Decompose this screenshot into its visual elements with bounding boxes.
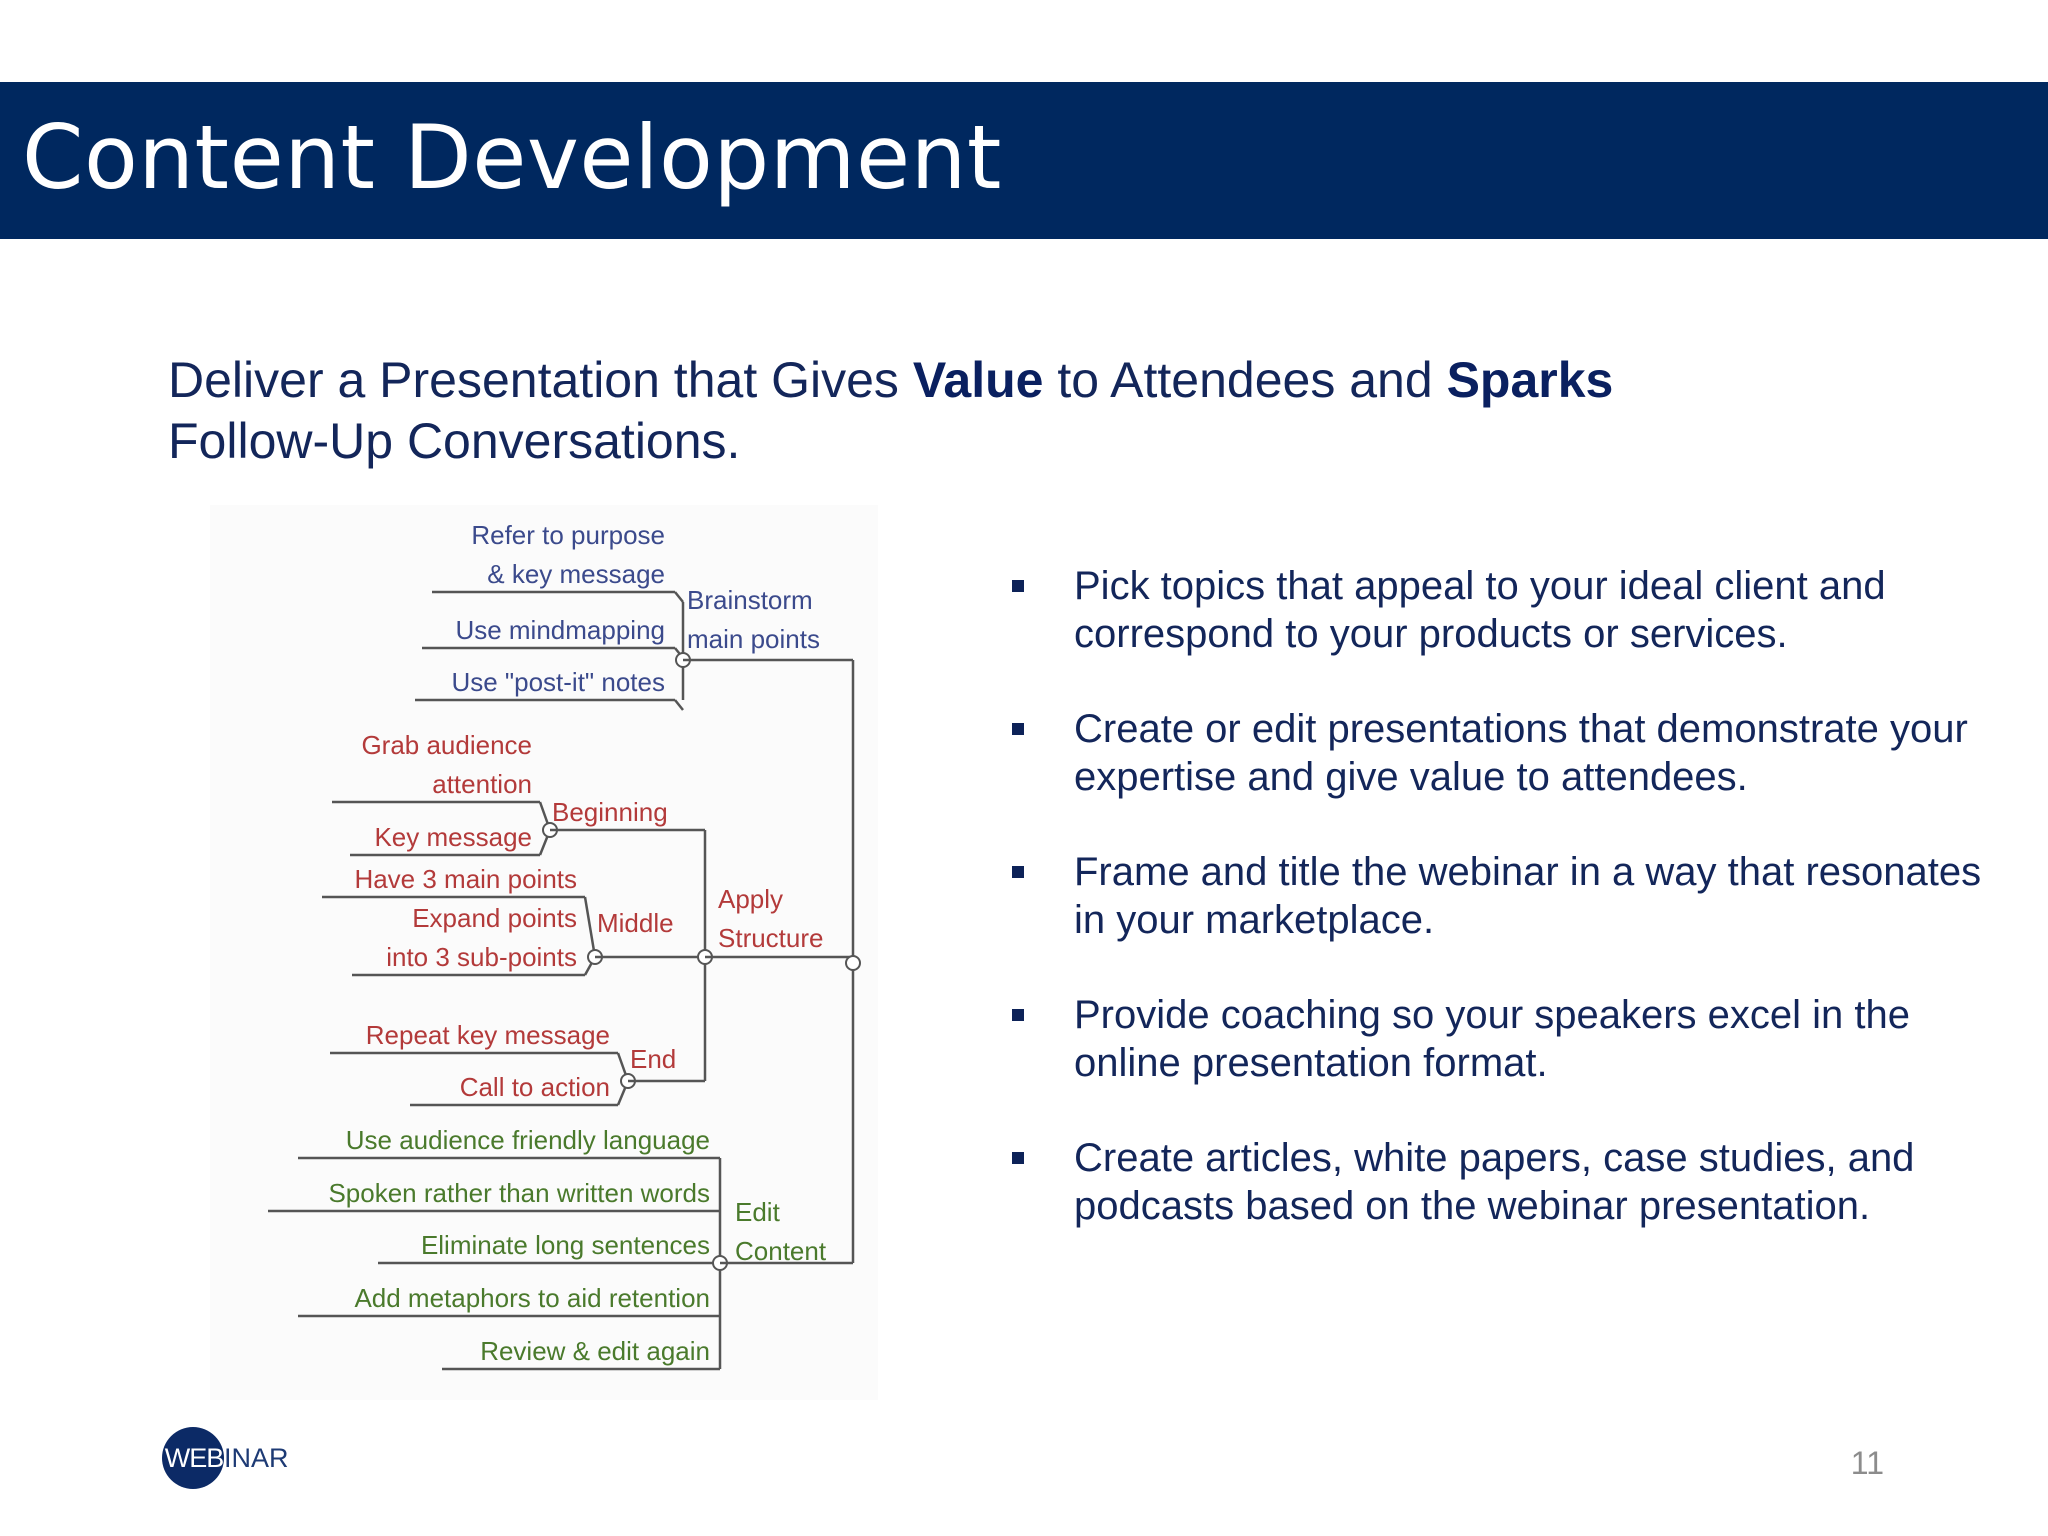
structure-item-label: Have 3 main points xyxy=(354,864,577,894)
edit-group-label: Edit xyxy=(735,1197,780,1227)
structure-item-label: Repeat key message xyxy=(365,1020,610,1050)
logo-text-web: WEB xyxy=(164,1443,224,1473)
bullet-square-icon xyxy=(1012,723,1024,735)
structure-item-label: Expand points xyxy=(412,903,577,933)
bullet-text: Pick topics that appeal to your ideal client and correspond to your products or services. xyxy=(1074,564,1886,656)
edit-item-label: Add metaphors to aid retention xyxy=(354,1283,710,1313)
edit-item-label: Eliminate long sentences xyxy=(420,1230,710,1260)
structure-item-label: attention xyxy=(432,769,532,799)
bullet-square-icon xyxy=(1012,866,1024,878)
subtitle-text: to Attendees and xyxy=(1043,352,1447,408)
brainstorm-item-label: Use "post-it" notes xyxy=(451,667,665,697)
subtitle-text: Follow-Up Conversations. xyxy=(168,413,741,469)
subtitle-emphasis: Value xyxy=(912,352,1044,408)
slide-subtitle xyxy=(168,350,1788,472)
brainstorm-item-connector xyxy=(675,700,683,710)
structure-item-label: Key message xyxy=(374,822,532,852)
bullet-item xyxy=(1012,562,2012,658)
bullet-text: Provide coaching so your speakers excel in the online presentation format. xyxy=(1074,993,1911,1085)
brainstorm-item-label: Refer to purpose xyxy=(471,520,665,550)
title-banner xyxy=(0,82,2048,239)
logo-text-inar: INAR xyxy=(224,1443,289,1473)
slide-title: Content Development xyxy=(22,106,1002,209)
bullet-square-icon xyxy=(1012,1009,1024,1021)
edit-item-label: Review & edit again xyxy=(480,1336,710,1366)
structure-subgroup-label: Beginning xyxy=(552,797,668,827)
bullet-item xyxy=(1012,1134,2012,1230)
bullet-square-icon xyxy=(1012,580,1024,592)
subtitle-text: Deliver a Presentation that Gives xyxy=(168,352,913,408)
edit-item-label: Spoken rather than written words xyxy=(328,1178,710,1208)
brainstorm-item-connector xyxy=(675,592,683,602)
bullet-list xyxy=(1012,562,2012,1277)
bullet-item xyxy=(1012,705,2012,801)
bullet-text: Create or edit presentations that demonstrate your expertise and give value to attendees. xyxy=(1074,707,1968,799)
structure-item-label: Grab audience xyxy=(361,730,532,760)
edit-group-label: Content xyxy=(735,1236,827,1266)
mindmap-root-node-icon xyxy=(846,956,860,970)
page-number: 11 xyxy=(1850,1445,1884,1481)
brainstorm-item-label: & key message xyxy=(487,559,665,589)
structure-item-label: Call to action xyxy=(459,1072,610,1102)
structure-group-label: Structure xyxy=(718,923,824,953)
mindmap-svg xyxy=(210,505,878,1400)
brainstorm-item-label: Use mindmapping xyxy=(455,615,665,645)
webinar-logo xyxy=(162,1427,322,1489)
structure-item-label: into 3 sub-points xyxy=(386,942,577,972)
brainstorm-group-label: main points xyxy=(687,624,820,654)
bullet-square-icon xyxy=(1012,1152,1024,1164)
edit-item-label: Use audience friendly language xyxy=(345,1125,710,1155)
brainstorm-group-label: Brainstorm xyxy=(687,585,813,615)
bullet-text: Create articles, white papers, case studies, and podcasts based on the webinar presentation. xyxy=(1074,1136,1915,1228)
bullet-item xyxy=(1012,991,2012,1087)
bullet-item xyxy=(1012,848,2012,944)
bullet-text: Frame and title the webinar in a way that resonates in your marketplace. xyxy=(1074,850,1982,942)
structure-group-label: Apply xyxy=(718,884,784,914)
structure-subgroup-label: Middle xyxy=(597,908,674,938)
structure-item-connector xyxy=(585,897,595,957)
subtitle-emphasis: Sparks xyxy=(1446,352,1614,408)
mindmap-diagram xyxy=(210,505,878,1400)
structure-subgroup-label: End xyxy=(630,1044,677,1074)
